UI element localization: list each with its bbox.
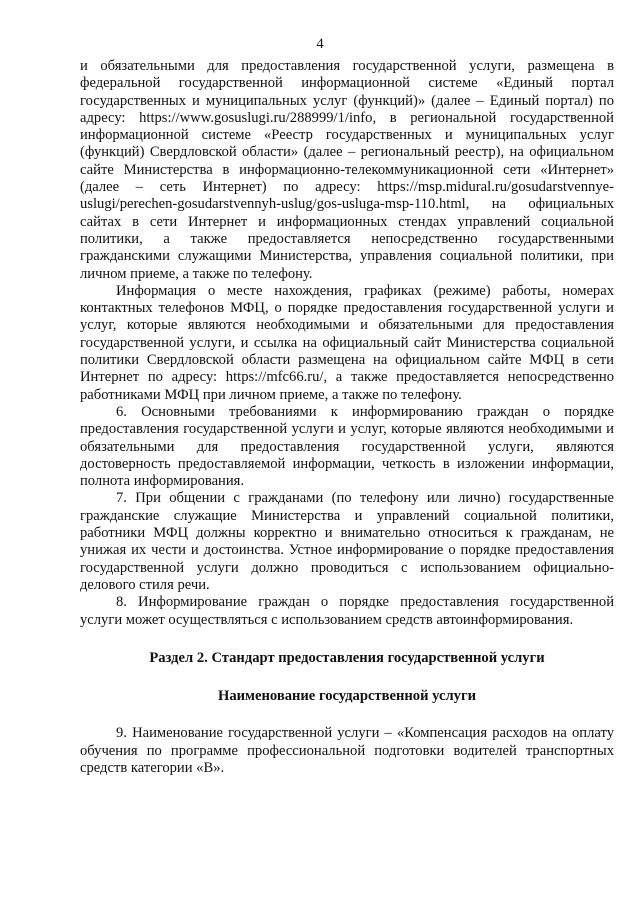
document-body [80,58,614,777]
service-name-heading: Наименование государственной услуги [218,688,476,705]
page-number: 4 [316,36,324,52]
paragraph-info-placement: и обязательными для предоставления государственной услуги, размещена в федеральной государственной информационной системе «Единый портал государственных и муниципальных услуг (функций)» (далее – Единый портал) по адресу: https://www.gosuslugi.ru/288999/1/info, в региональной государственной информационной системе «Реестр государственных и муниципальных услуг (функций) Свердловской области» (далее – региональный реестр), на официальном сайте Министерства в информационно-телекоммуникационной сети «Интернет» (далее – сеть Интернет) по адресу: https://msp.midural.ru/gosudarstvennye-uslugi/perechen-gosudarstvennyh-uslug/gos-usluga-msp-110.html, на официальных сайтах в сети Интернет и информационных стендах управлений социальной политики, а также предоставляется непосредственно государственными гражданскими служащими Министерства, управления социальной политики, при личном приеме, а также по телефону. [80,58,614,282]
paragraph-9-service-name: 9. Наименование государственной услуги – «Компенсация расходов на оплату обучения по программе профессиональной подготовки водителей транспортных средств категории «В». [80,725,614,776]
paragraph-mfc-info: Информация о месте нахождения, графиках (режиме) работы, номерах контактных телефонов МФЦ, о порядке предоставления государственной услуги и услуг, которые являются необходимыми и обязательными для предоставления государственной услуги, и ссылка на официальный сайт Министерства социальной политики Свердловской области размещена на официальном сайте МФЦ в сети Интернет по адресу: https://mfc66.ru/, а также предоставляется непосредственно работниками МФЦ при личном приеме, а также по телефону. [80,282,614,403]
paragraph-8-autoinforming: 8. Информирование граждан о порядке предоставления государственной услуги может осуществляться с использованием средств автоинформирования. [80,594,614,628]
paragraph-7-communication: 7. При общении с гражданами (по телефону или лично) государственные гражданские служащие Министерства и управлений социальной политики, работники МФЦ должны корректно и внимательно относиться к гражданам, не унижая их чести и достоинства. Устное информирование о порядке предоставления государственной услуги должно проводиться с использованием официально-делового стиля речи. [80,490,614,593]
paragraph-6-requirements: 6. Основными требованиями к информированию граждан о порядке предоставления государственной услуги и услуг, которые являются необходимыми и обязательными для предоставления государственной услуги, являются достоверность предоставляемой информации, четкость в изложении информации, полнота информирования. [80,403,614,490]
section-2-heading: Раздел 2. Стандарт предоставления государственной услуги [149,649,545,666]
